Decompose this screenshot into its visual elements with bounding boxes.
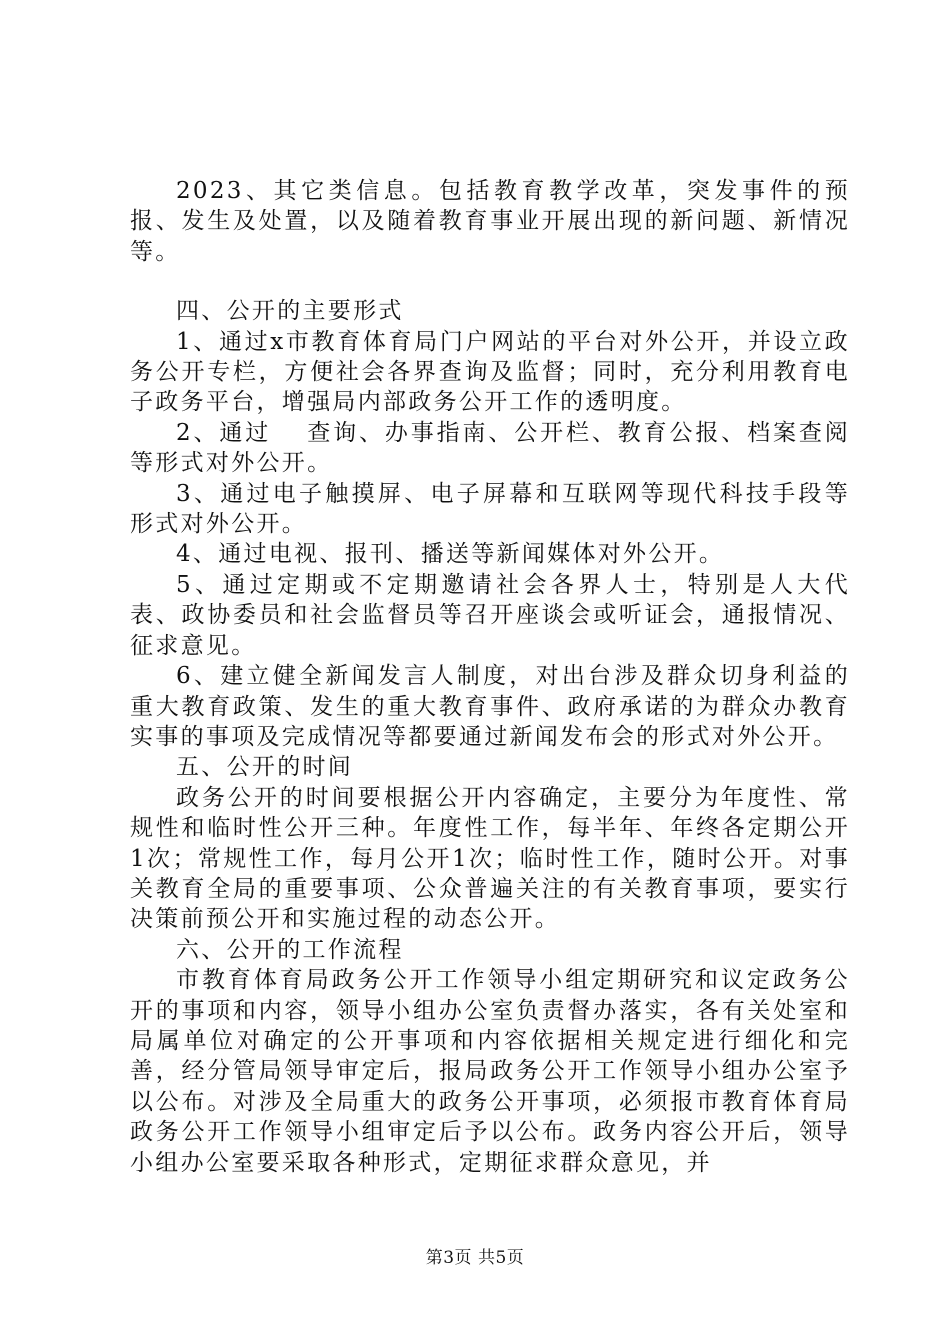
- section-heading-time: 五、公开的时间: [176, 754, 354, 781]
- paragraph-item-5: 5、通过定期或不定期邀请社会各界人士，特别是人大代表、政协委员和社会监督员等召开座谈会或听证会，通报情况、征求意见。: [130, 571, 850, 659]
- paragraph-time: 政务公开的时间要根据公开内容确定，主要分为年度性、常规性和临时性公开三种。年度性工作，每半年、年终各定期公开1次；常规性工作，每月公开1次；临时性工作，随时公开。对事关教育全局的重要事项、公众普遍关注的有关教育事项，要实行决策前预公开和实施过程的动态公开。: [130, 784, 850, 933]
- paragraph-other-info: 2023、其它类信息。包括教育教学改革，突发事件的预报、发生及处置，以及随着教育事业开展出现的新问题、新情况等。: [130, 178, 850, 265]
- paragraph-item-2: 2、通过 查询、办事指南、公开栏、教育公报、档案查阅等形式对外公开。: [130, 419, 850, 477]
- page-number-footer: 第3页 共5页: [425, 1248, 525, 1268]
- paragraph-item-3: 3、通过电子触摸屏、电子屏幕和互联网等现代科技手段等形式对外公开。: [130, 480, 850, 538]
- section-heading-process: 六、公开的工作流程: [176, 936, 404, 963]
- paragraph-item-1: 1、通过x市教育体育局门户网站的平台对外公开，并设立政务公开专栏，方便社会各界查询及监督；同时，充分利用教育电子政务平台，增强局内部政务公开工作的透明度。: [130, 328, 850, 416]
- body-text: [130, 176, 850, 1178]
- section-heading-forms: 四、公开的主要形式: [176, 298, 404, 325]
- paragraph-item-4: 4、通过电视、报刊、播送等新闻媒体对外公开。: [176, 541, 725, 568]
- paragraph-process: 市教育体育局政务公开工作领导小组定期研究和议定政务公开的事项和内容，领导小组办公室负责督办落实，各有关处室和局属单位对确定的公开事项和内容依据相关规定进行细化和完善，经分管局领导审定后，报局政务公开工作领导小组办公室予以公布。对涉及全局重大的政务公开事项，必须报市教育体育局政务公开工作领导小组审定后予以公布。政务内容公开后，领导小组办公室要采取各种形式，定期征求群众意见，并: [130, 967, 850, 1176]
- paragraph-item-6: 6、建立健全新闻发言人制度，对出台涉及群众切身利益的重大教育政策、发生的重大教育事件、政府承诺的为群众办教育实事的事项及完成情况等都要通过新闻发布会的形式对外公开。: [130, 663, 850, 750]
